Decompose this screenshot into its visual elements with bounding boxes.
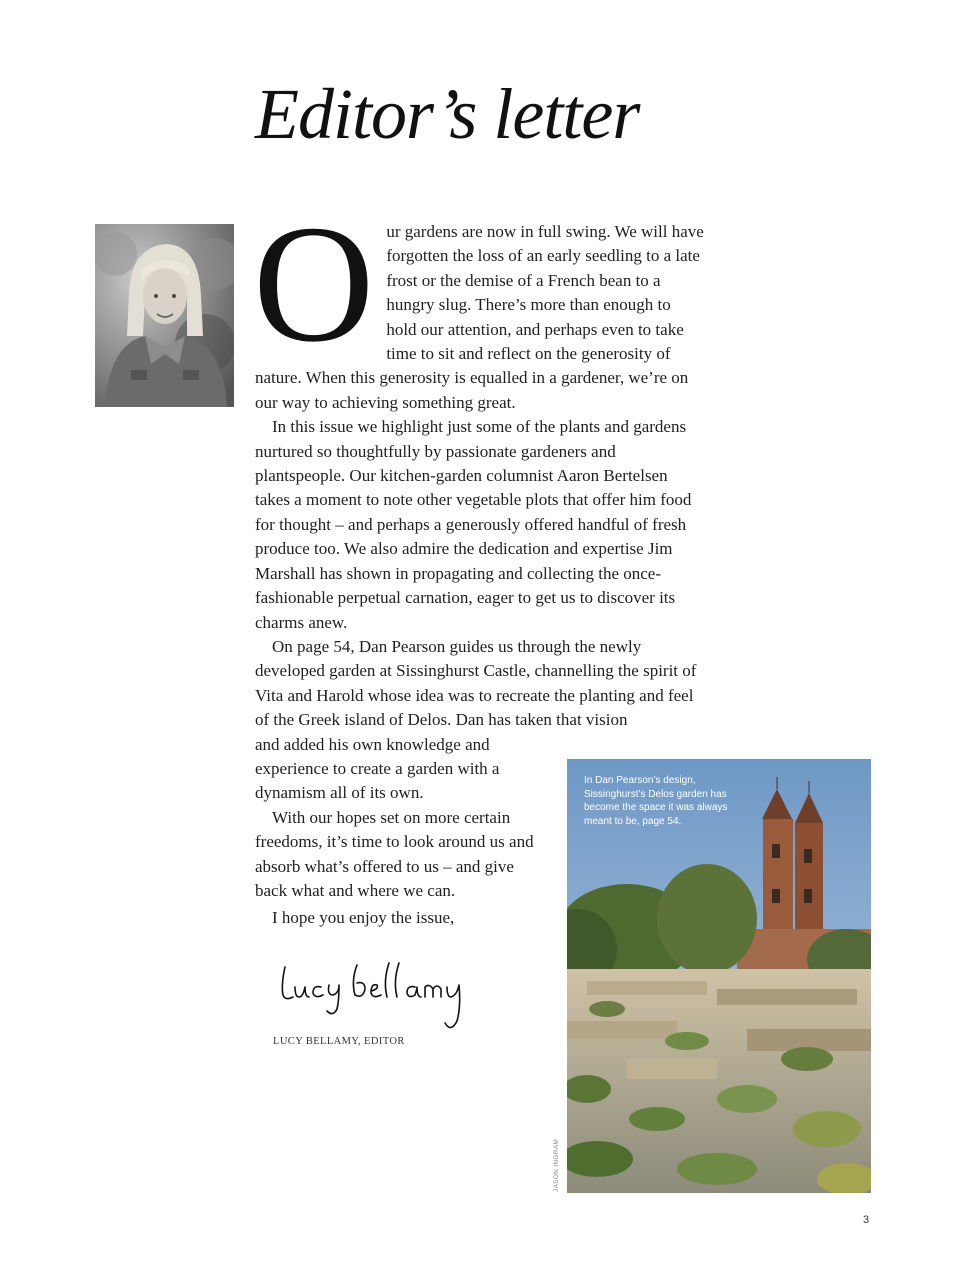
signature-caption: LUCY BELLAMY, EDITOR xyxy=(273,1036,405,1047)
letter-paragraph: In this issue we highlight just some of the plants and gardens nurtured so thoughtfully by passionate gardeners and plantspeople. Our kitchen-garden columnist Aaron Bertelsen takes a moment to note other vegetable plots that offer him food for thought – and perhaps a generously offered handful of fresh produce too. We also admire the dedication and expertise Jim Marshall has shown in propagating and collecting the once-fashionable perpetual carnation, eager to get us to discover its charms anew. xyxy=(255,417,692,632)
drop-cap: O xyxy=(253,191,375,377)
letter-closing: I hope you enjoy the issue, xyxy=(272,908,455,928)
editor-portrait xyxy=(95,224,234,407)
photo-caption: In Dan Pearson’s design, Sissinghurst’s Delos garden has become the space it was always meant to be, page 54. xyxy=(584,775,728,827)
editor-signature xyxy=(275,955,475,1042)
page-number: 3 xyxy=(863,1214,870,1226)
letter-paragraph: and added his own knowledge and experience to create a garden with a dynamism all of its own. xyxy=(255,734,500,803)
page-title: Editor’s letter xyxy=(255,74,640,154)
garden-photo xyxy=(567,759,871,1193)
letter-paragraph: Our gardens are now in full swing. We will have forgotten the loss of an early seedling to a late frost or the demise of a French bean to a hungry slug. There’s more than enough to hold our attention, and perhaps even to take time to sit and reflect on the generosity of nature. When this generosity is equalled in a gardener, we’re on our way to achieving something great. xyxy=(253,191,704,412)
photo-credit: JASON INGRAM xyxy=(553,1138,560,1192)
letter-paragraph: With our hopes set on more certain freedoms, it’s time to look around us and absorb what’s offered to us – and give back what and where we can. xyxy=(255,807,534,900)
letter-paragraph: On page 54, Dan Pearson guides us through the newly developed garden at Sissinghurst Castle, channelling the spirit of Vita and Harold whose idea was to recreate the planting and feel of the Greek island of Delos. Dan has taken that vision xyxy=(255,636,697,730)
